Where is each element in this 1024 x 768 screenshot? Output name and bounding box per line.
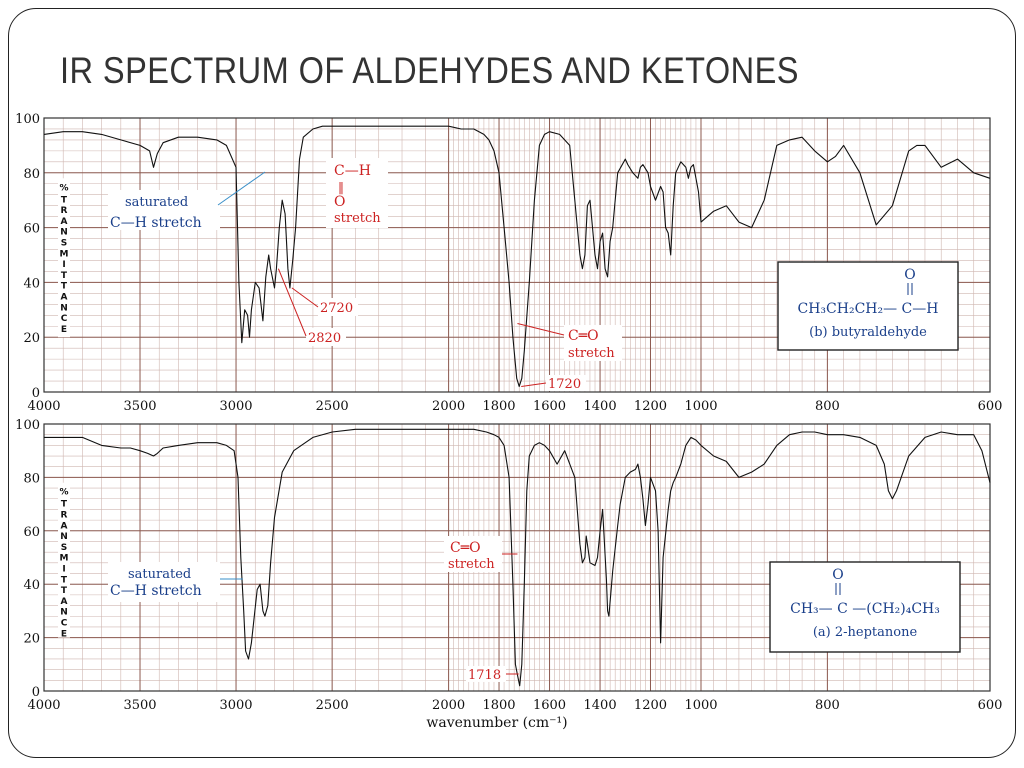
compound-formula: CH₃— C —(CH₂)₄CH₃ [790,601,940,617]
x-tick-label: 1200 [633,698,668,713]
x-tick-label: 2000 [432,698,466,713]
x-tick-label: 1000 [684,399,718,414]
annotation-saturated-label: saturated [125,195,189,210]
x-tick-label: 3000 [219,399,253,414]
ylabel-char: R [60,206,68,217]
y-tick-label: 0 [31,685,40,700]
annotation-carbonyl-stretch-label: stretch [568,346,615,361]
x-tick-label: 2000 [432,399,466,414]
ylabel-char: E [60,629,68,640]
ylabel-char: C [60,314,68,325]
ylabel-char: N [60,532,68,543]
annotation-ch-stretch-label: C—H stretch [110,215,202,231]
y-tick-label: 20 [23,631,40,647]
x-tick-label: 1200 [633,399,668,414]
compound-name: (b) butyraldehyde [809,325,927,340]
ylabel-char: T [60,575,68,586]
annotation-aldehyde-ch-label: C—H [334,163,371,179]
y-tick-label: 0 [31,386,40,401]
x-tick-label: 1400 [583,698,617,713]
annotation-oxygen-label: O [334,194,346,210]
ir-spectrum-panel-1 [15,112,1002,414]
x-tick-label: 4000 [27,698,61,713]
x-tick-label: 1800 [482,399,516,414]
ylabel-char: I [62,260,66,271]
x-tick-label: 2500 [315,399,349,414]
y-tick-label: 80 [23,166,40,182]
compound-formula: CH₃CH₂CH₂— C—H [797,301,939,317]
ylabel-char: M [59,553,69,564]
ylabel-char: T [60,499,68,510]
annotation-2720-label: 2720 [320,301,354,316]
ylabel-char: C [60,618,68,629]
ylabel-char: A [60,596,68,607]
ylabel-char: R [60,510,68,521]
x-tick-label: 4000 [27,399,61,414]
x-tick-label: 1600 [532,399,567,414]
ylabel-char: T [60,586,68,597]
x-tick-label: 600 [977,698,1003,713]
ylabel-char: I [62,564,66,575]
x-tick-label: 800 [814,698,840,713]
plot-frame [44,118,990,392]
annotation-saturated-label: saturated [128,567,192,582]
annotation-2820-label: 2820 [308,331,342,346]
ylabel-char: T [60,281,68,292]
ylabel-char: % [59,183,69,194]
x-tick-label: 1000 [684,698,718,713]
x-tick-label: 3500 [123,399,157,414]
x-tick-label: 3000 [219,698,253,713]
ylabel-char: N [60,303,68,314]
annotation-1720-label: 1720 [548,377,582,392]
annotation-carbonyl-stretch-label: stretch [448,557,495,572]
ylabel-char: A [60,216,68,227]
x-tick-label: 1400 [583,399,617,414]
annotation-1718-label: 1718 [468,668,502,683]
annotation-leader-line [278,269,306,336]
y-tick-label: 60 [23,221,40,237]
ylabel-char: % [59,487,69,498]
ylabel-char: T [60,270,68,281]
ylabel-char: S [60,542,68,553]
annotation-ch-stretch-label: C—H stretch [110,583,202,599]
ylabel-char: A [60,521,68,532]
y-tick-label: 60 [23,524,40,540]
y-tick-label: 100 [15,112,40,127]
x-tick-label: 2500 [315,698,349,713]
x-tick-label: 1800 [482,698,516,713]
y-tick-label: 80 [23,471,40,487]
y-tick-label: 40 [23,276,40,292]
annotation-leader-line [521,383,546,387]
ylabel-char: N [60,607,68,618]
ylabel-char: E [60,324,68,335]
annotation-double-bond-glyph: ‖ [338,180,344,194]
y-tick-label: 100 [15,418,40,433]
annotation-leader-line [218,172,265,205]
y-tick-label: 20 [23,331,40,347]
x-axis-label: wavenumber (cm⁻¹) [426,715,568,731]
ylabel-char: M [59,249,69,260]
ylabel-char: T [60,195,68,206]
annotation-carbonyl-label: C═O [450,540,481,556]
ylabel-char: S [60,238,68,249]
x-tick-label: 800 [814,399,840,414]
x-tick-label: 3500 [123,698,157,713]
x-tick-label: 600 [977,399,1003,414]
compound-oxygen-label: O [904,267,916,283]
y-tick-label: 40 [23,578,40,594]
compound-name: (a) 2-heptanone [812,625,918,640]
ir-spectrum-panel-2 [15,418,1002,731]
annotation-stretch-label: stretch [334,211,381,226]
x-tick-label: 1600 [532,698,567,713]
compound-oxygen-label: O [832,567,844,583]
slide-title: IR SPECTRUM OF ALDEHYDES AND KETONES [60,50,799,91]
ylabel-char: A [60,292,68,303]
ylabel-char: N [60,227,68,238]
annotation-carbonyl-label: C═O [568,328,599,344]
